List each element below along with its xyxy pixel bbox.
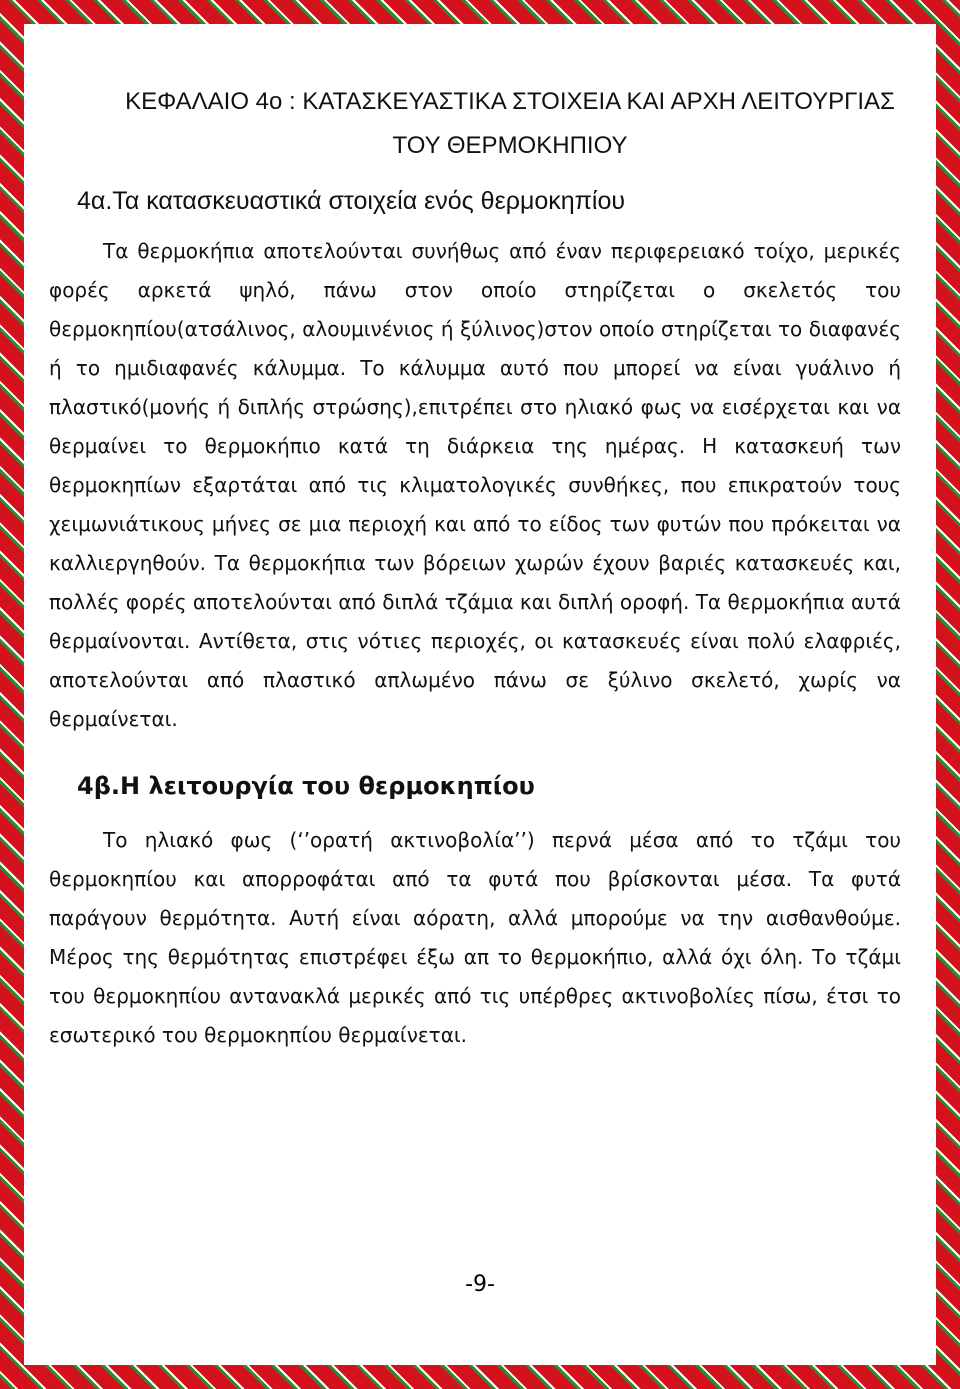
page-number: -9-	[465, 1272, 495, 1297]
page-content	[49, 60, 901, 1055]
section-4a-paragraph: Τα θερμοκήπια αποτελούνται συνήθως από έναν περιφερειακό τοίχο, μερικές φορές αρκετά ψηλό, πάνω στον οποίο στηρίζεται ο σκελετός του θερμοκηπίου(ατσάλινος, αλουμινένιος ή ξύλινος)στον οποίο στηρίζεται το διαφανές ή το ημιδιαφανές κάλυμμα. Το κάλυμμα αυτό που μπορεί να είναι γυάλινο ή πλαστικό(μονής ή διπλής στρώσης),επιτρέπει στο ηλιακό φως να εισέρχεται και να θερμαίνει το θερμοκήπιο κατά τη διάρκεια της ημέρας. Η κατασκευή των θερμοκηπίων εξαρτάται από τις κλιματολογικές συνθήκες, που επικρατούν τους χειμωνιάτικους μήνες σε μια περιοχή και από το είδος των φυτών που πρόκειται να καλλιεργηθούν. Τα θερμοκήπια των βόρειων χωρών έχουν βαριές κατασκευές και, πολλές φορές αποτελούνται από διπλά τζάμια και διπλή οροφή. Τα θερμοκήπια αυτά θερμαίνονται. Αντίθετα, στις νότιες περιοχές, οι κατασκευές είναι πολύ ελαφριές, αποτελούνται από πλαστικό απλωμένο πάνω σε ξύλινο σκελετό, χωρίς να θερμαίνεται.	[49, 239, 901, 731]
section-title-4b: 4β.Η λειτουργία του θερμοκηπίου	[77, 772, 535, 800]
section-4b-paragraph: Το ηλιακό φως (‘’ορατή ακτινοβολία’’) περνά μέσα από το τζάμι του θερμοκηπίου και απορροφάται από τα φυτά που βρίσκονται μέσα. Τα φυτά παράγουν θερμότητα. Αυτή είναι αόρατη, αλλά μπορούμε να την αισθανθούμε. Μέρος της θερμότητας επιστρέφει έξω απ το θερμοκήπιο, αλλά όχι όλη. Το τζάμι του θερμοκηπίου αντανακλά μερικές από τις υπέρθρες ακτινοβολίες πίσω, έτσι το εσωτερικό του θερμοκηπίου θερμαίνεται.	[49, 828, 901, 1047]
chapter-title: ΚΕΦΑΛΑΙΟ 4ο : ΚΑΤΑΣΚΕΥΑΣΤΙΚΑ ΣΤΟΙΧΕΙΑ ΚΑΙ ΑΡΧΗ ΛΕΙΤΟΥΡΓΙΑΣ ΤΟΥ ΘΕΡΜΟΚΗΠΙΟΥ	[125, 88, 895, 159]
section-title-4a: 4α.Τα κατασκευαστικά στοιχεία ενός θερμοκηπίου	[77, 187, 626, 215]
